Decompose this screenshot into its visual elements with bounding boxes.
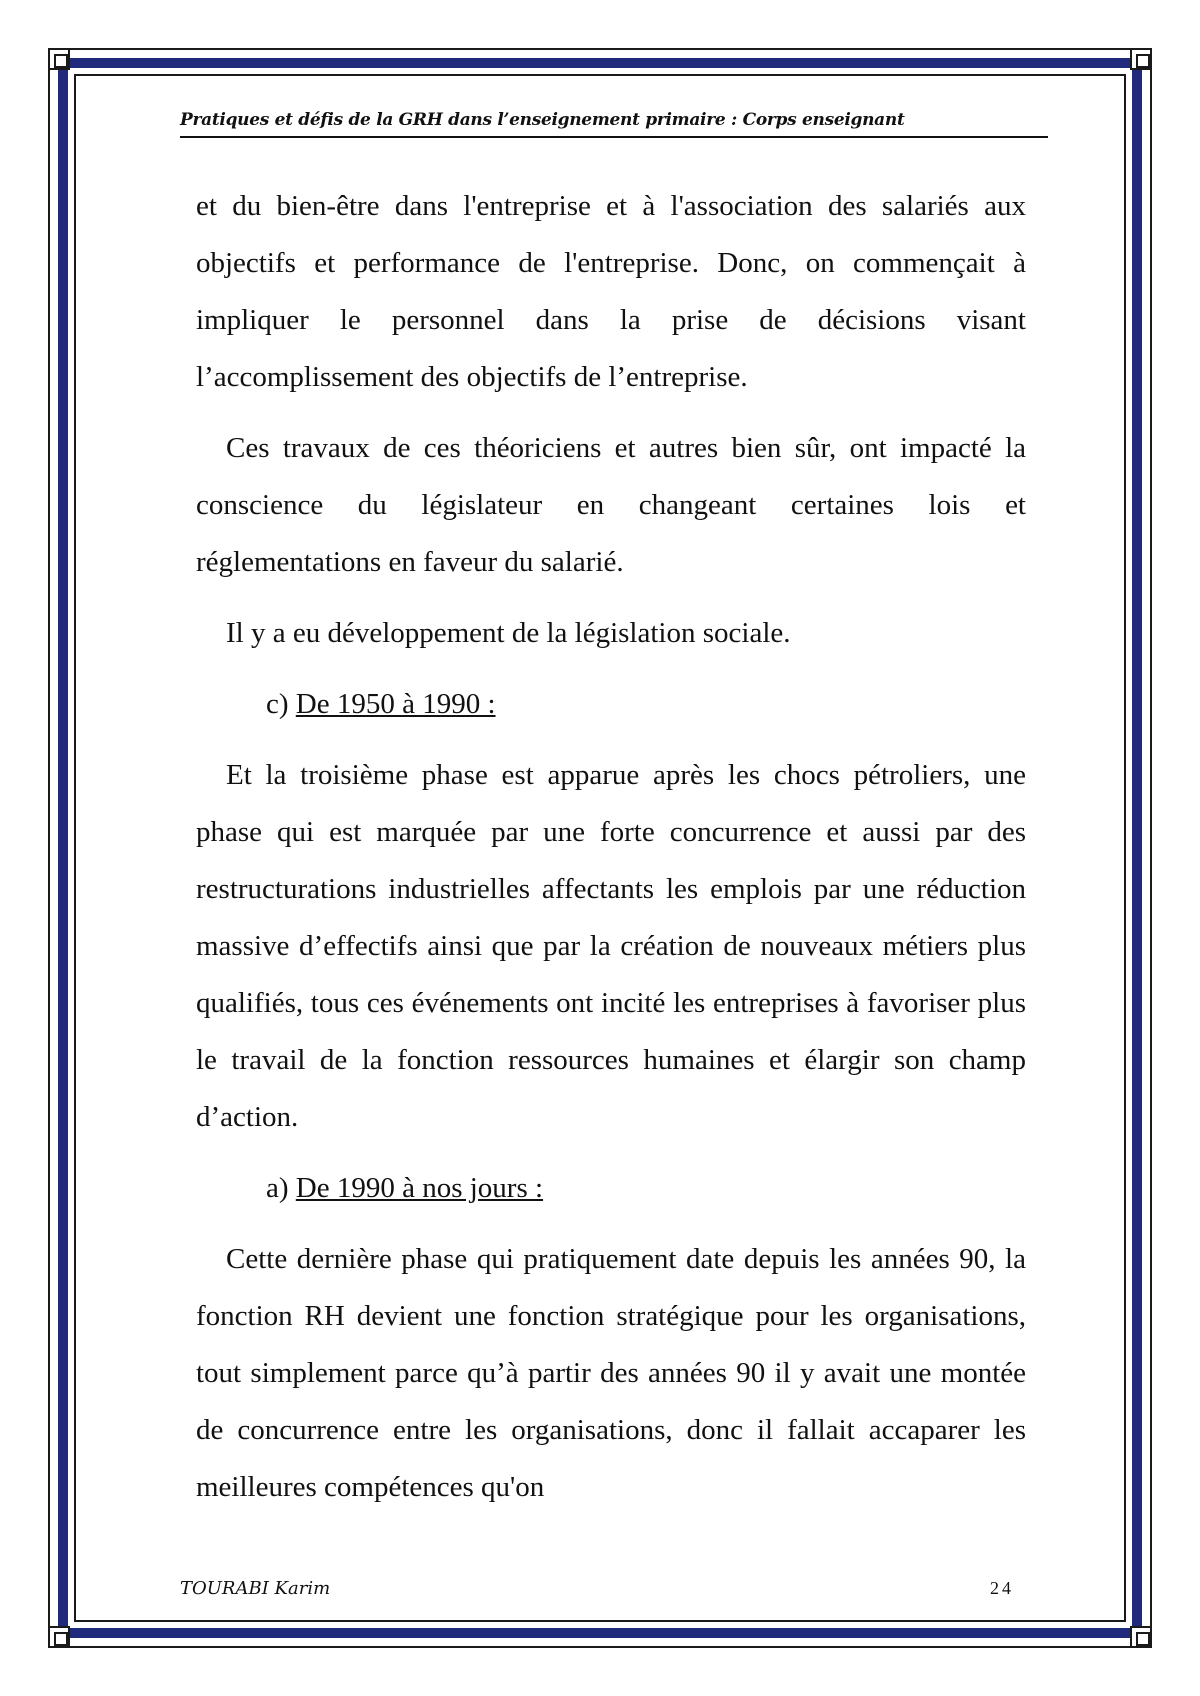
section-title: De 1950 à 1990 : [295,688,496,720]
frame-corner-ornament [48,1626,70,1648]
section-heading [266,676,1026,733]
frame-corner-ornament [1130,1626,1152,1648]
frame-corner-ornament [48,48,70,70]
page-body [196,178,1026,1530]
footer-author: TOURABI Karim [180,1578,331,1599]
paragraph: et du bien-être dans l'entreprise et à l'association des salariés aux objectifs et performance de l'entreprise. Donc, on commençait à impliquer le personnel dans la prise de décisions visant l’accomplissement des objectifs de l’entreprise. [196,190,1026,393]
header-rule [180,136,1048,138]
frame-corner-ornament [1130,48,1152,70]
paragraph: Il y a eu développement de la législation sociale. [226,617,791,649]
page-number: 24 [990,1578,1014,1598]
paragraph: Et la troisième phase est apparue après les chocs pétroliers, une phase qui est marquée par une forte concurrence et aussi par des restructurations industrielles affectants les emplois par une réduction massive d’effectifs ainsi que par la création de nouveaux métiers plus qualifiés, tous ces événements ont incité les entreprises à favoriser plus le travail de la fonction ressources humaines et élargir son champ d’action. [196,759,1026,1133]
section-title: De 1990 à nos jours : [295,1172,544,1204]
section-marker: c) [266,688,289,720]
running-header: Pratiques et défis de la GRH dans l’enseignement primaire : Corps enseignant [180,110,905,130]
paragraph: Ces travaux de ces théoriciens et autres bien sûr, ont impacté la conscience du législateur en changeant certaines lois et réglementations en faveur du salarié. [196,432,1026,578]
paragraph: Cette dernière phase qui pratiquement date depuis les années 90, la fonction RH devient une fonction stratégique pour les organisations, tout simplement parce qu’à partir des années 90 il y avait une montée de concurrence entre les organisations, donc il fallait accaparer les meilleures compétences qu'on [196,1243,1026,1503]
section-marker: a) [266,1172,289,1204]
section-heading [266,1160,1026,1217]
